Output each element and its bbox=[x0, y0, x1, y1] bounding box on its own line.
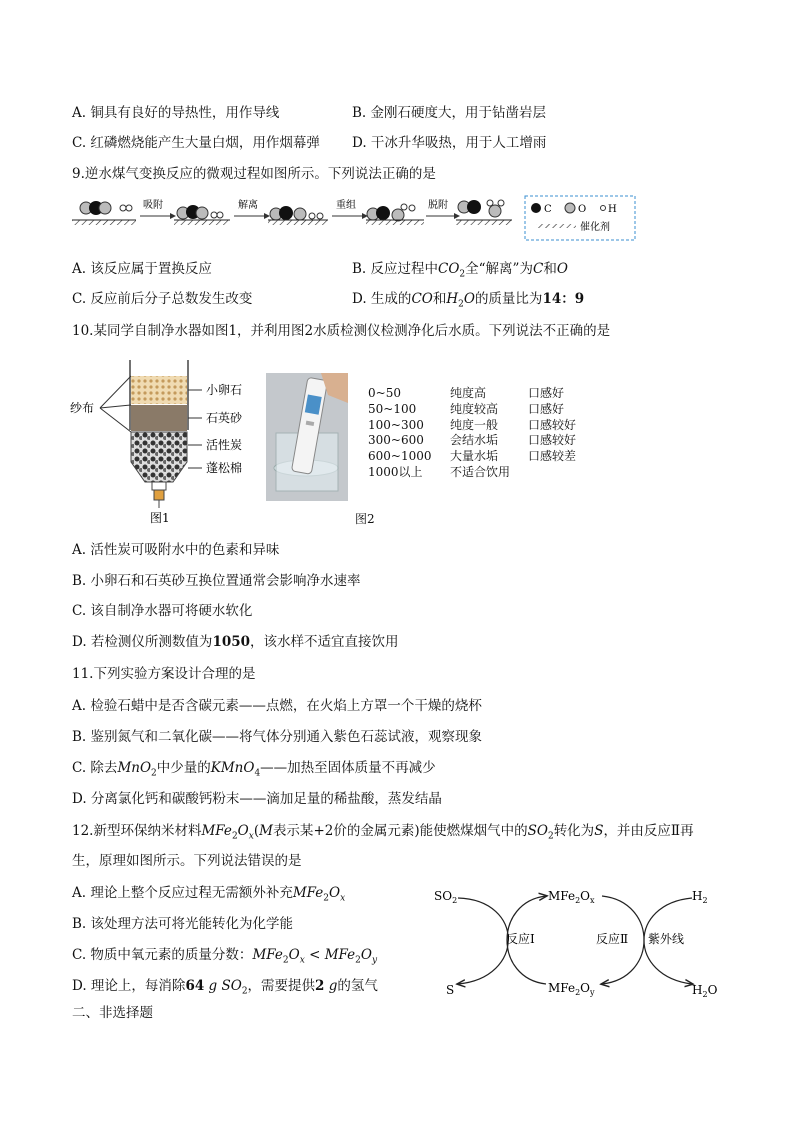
q9-option-b: B. 反应过程中$CO_2$全“解离”为C和O bbox=[352, 261, 568, 280]
svg-text:H2: $H_2$ bbox=[692, 889, 708, 905]
table-cell: 会结水垢 bbox=[450, 433, 499, 448]
reaction-2-label: 反应Ⅱ bbox=[596, 932, 629, 946]
legend-catalyst: 催化剂 bbox=[580, 222, 610, 233]
table-cell: 大量水垢 bbox=[450, 449, 499, 464]
table-cell: 纯度一般 bbox=[450, 417, 499, 432]
q11-option-a: A. 检验石蜡中是否含碳元素——点燃，在火焰上方罩一个干燥的烧杯 bbox=[72, 698, 482, 714]
table-cell: 口感较好 bbox=[528, 417, 577, 432]
table-cell: 1000以上 bbox=[368, 464, 423, 479]
q9-option-a: A. 该反应属于置换反应 bbox=[72, 261, 212, 277]
table-cell: 600~1000 bbox=[368, 449, 432, 464]
table-cell: 300~600 bbox=[368, 433, 424, 448]
q10-option-a: A. 活性炭可吸附水中的色素和异味 bbox=[72, 542, 280, 558]
q12-option-c: C. 物质中氧元素的质量分数：$MFe_2O_x < MFe_2O_y$ bbox=[72, 947, 378, 966]
label-cotton: 蓬松棉 bbox=[206, 461, 243, 475]
q10-option-b: B. 小卵石和石英砂互换位置通常会影响净水速率 bbox=[72, 573, 361, 589]
q12-option-a: A. 理论上整个反应过程无需额外补充$MFe_2O_x$ bbox=[72, 885, 346, 904]
svg-text:MFe2Ox: $MFe_2O_x$ bbox=[548, 889, 595, 905]
q12-option-b: B. 该处理方法可将光能转化为化学能 bbox=[72, 916, 294, 932]
legend-o: O bbox=[578, 204, 587, 215]
table-cell: 0~50 bbox=[368, 386, 401, 400]
reaction-1-label: 反应Ⅰ bbox=[506, 932, 535, 946]
q12-option-d: D. 理论上，每消除64 g $SO_2$，需要提供2 g的氢气 bbox=[72, 978, 378, 997]
q8-option-b: B. 金刚石硬度大，用于钻凿岩层 bbox=[352, 105, 547, 121]
step-adsorb-label: 吸附 bbox=[143, 200, 163, 211]
q10-stem: 10.某同学自制净水器如图1，并利用图2水质检测仪检测净化后水质。下列说法不正确的是 bbox=[72, 323, 611, 339]
q9-stem: 9.逆水煤气变换反应的微观过程如图所示。下列说法正确的是 bbox=[72, 166, 436, 182]
q12-stem-line1: 12.新型环保纳米材料$MFe_2O_x(M$表示某+2价的金属元素)能使燃煤烟气中的$SO_2$转化为S，并由反应Ⅱ再 bbox=[72, 823, 694, 842]
q10-option-c: C. 该自制净水器可将硬水软化 bbox=[72, 603, 253, 619]
figure1-caption: 图1 bbox=[150, 511, 170, 525]
q8-option-c: C. 红磷燃烧能产生大量白烟，用作烟幕弹 bbox=[72, 135, 320, 151]
table-cell bbox=[528, 465, 608, 481]
q9-micro-process-diagram bbox=[70, 194, 640, 244]
q12-stem-line2: 生，原理如图所示。下列说法错误的是 bbox=[72, 853, 302, 869]
q11-stem: 11.下列实验方案设计合理的是 bbox=[72, 666, 256, 682]
svg-text:MFe2Oy: $MFe_2O_y$ bbox=[548, 981, 595, 997]
step-dissociate-label: 解离 bbox=[238, 200, 258, 211]
q11-option-c: C. 除去MnO$_2$中少量的KMnO$_4$——加热至固体质量不再减少 bbox=[72, 760, 436, 779]
table-row bbox=[368, 449, 608, 465]
table-cell: 口感好 bbox=[528, 401, 565, 416]
q11-option-d: D. 分离氯化钙和碳酸钙粉末——滴加足量的稀盐酸，蒸发结晶 bbox=[72, 791, 442, 807]
stage-1-molecules bbox=[80, 201, 132, 215]
q8-option-a: A. 铜具有良好的导热性，用作导线 bbox=[72, 105, 280, 121]
legend-c: C bbox=[544, 204, 552, 215]
figure2-caption: 图2 bbox=[355, 512, 375, 526]
q9-option-d: D. 生成的CO和$H_2O$的质量比为14：9 bbox=[352, 291, 585, 310]
q10-option-d: D. 若检测仪所测数值为1050，该水样不适宜直接饮用 bbox=[72, 634, 399, 650]
table-row bbox=[368, 418, 608, 434]
table-cell: 不适合饮用 bbox=[450, 464, 511, 479]
section-2-heading: 二、非选择题 bbox=[72, 1005, 153, 1021]
table-cell: 口感较差 bbox=[528, 449, 577, 464]
step-recombine-label: 重组 bbox=[336, 200, 356, 211]
table-row bbox=[368, 433, 608, 449]
svg-text:SO2: $SO_2$ bbox=[434, 889, 458, 905]
table-cell: 纯度较高 bbox=[450, 401, 499, 416]
label-pebble: 小卵石 bbox=[206, 383, 243, 397]
table-cell: 纯度高 bbox=[450, 386, 487, 400]
table-row bbox=[368, 386, 608, 402]
water-quality-table bbox=[368, 386, 608, 481]
q12-cycle-diagram bbox=[430, 880, 730, 1005]
q9-option-c: C. 反应前后分子总数发生改变 bbox=[72, 291, 253, 307]
q10-figure1-filter bbox=[70, 360, 260, 530]
label-gauze: 纱布 bbox=[70, 401, 95, 415]
q11-option-b: B. 鉴别氮气和二氧化碳——将气体分别通入紫色石蕊试液，观察现象 bbox=[72, 729, 483, 745]
uv-label: 紫外线 bbox=[648, 932, 685, 946]
step-desorb-label: 脱附 bbox=[428, 200, 448, 211]
table-row bbox=[368, 402, 608, 418]
label-quartz-sand: 石英砂 bbox=[206, 411, 243, 425]
table-cell: 50~100 bbox=[368, 401, 417, 416]
legend-h: H bbox=[608, 204, 617, 215]
table-cell: 100~300 bbox=[368, 417, 424, 432]
svg-text:S: S bbox=[446, 983, 455, 997]
q10-figure2-tester-photo bbox=[266, 373, 348, 501]
q8-option-d: D. 干冰升华吸热，用于人工增雨 bbox=[352, 135, 547, 151]
table-row bbox=[368, 465, 608, 481]
label-activated-carbon: 活性炭 bbox=[206, 438, 243, 452]
table-cell: 口感好 bbox=[528, 386, 565, 400]
svg-text:H2O: $H_2O$ bbox=[692, 983, 718, 999]
table-cell: 口感较好 bbox=[528, 433, 577, 448]
